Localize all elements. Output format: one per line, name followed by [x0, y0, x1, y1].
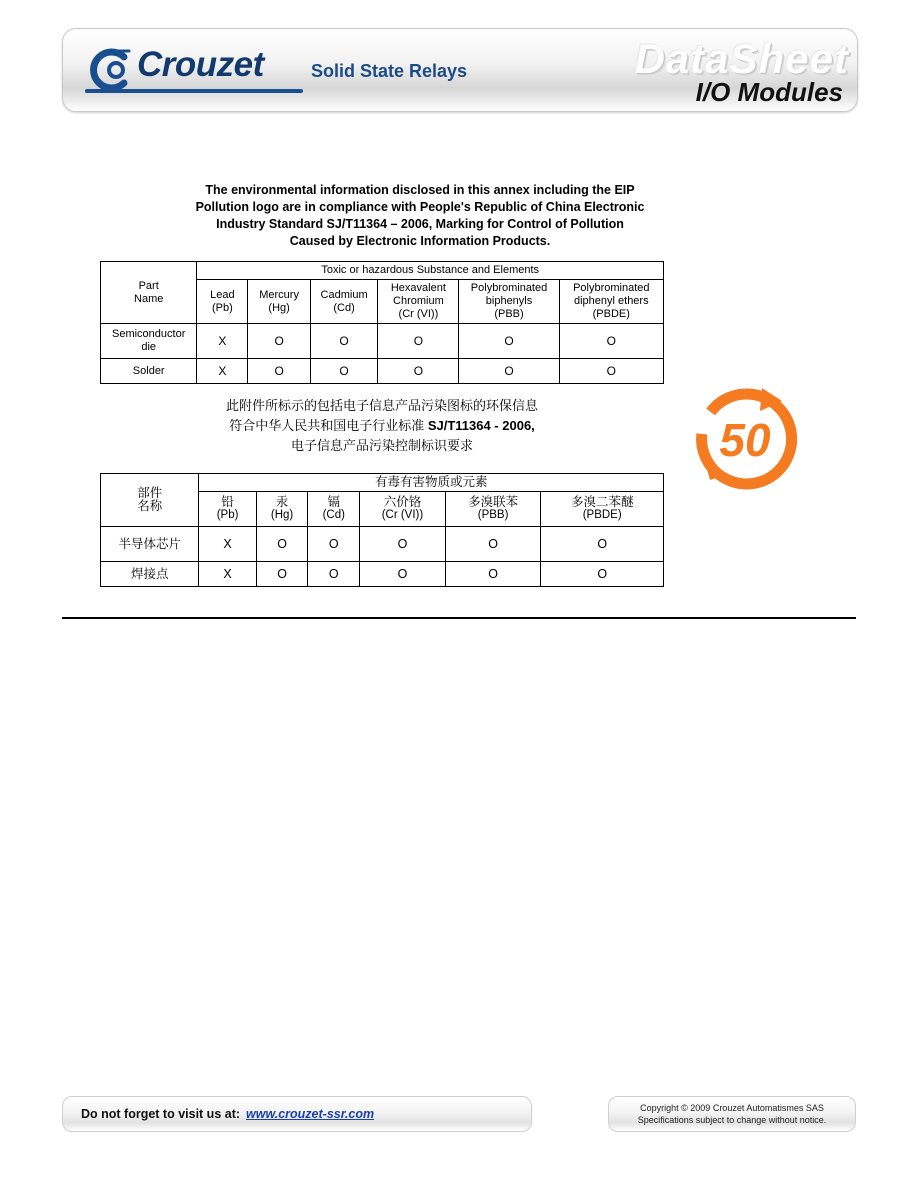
cell-value: O: [541, 527, 664, 562]
copyright-line-1: Copyright © 2009 Crouzet Automatismes SAS: [640, 1103, 824, 1113]
element-header-hexavalent-chromium: [360, 492, 446, 527]
svg-text:50: 50: [719, 414, 771, 466]
cell-value: O: [360, 527, 446, 562]
element-name: 多溴二苯醚: [570, 495, 634, 509]
substances-group-header: Toxic or hazardous Substance and Elements: [197, 262, 664, 280]
element-symbol: (Pb): [216, 509, 239, 521]
element-symbol: (PBB): [477, 509, 509, 521]
page-header: [62, 28, 858, 112]
row-part-name: 焊接点: [101, 562, 199, 587]
element-name: Lead: [210, 288, 235, 301]
element-header-cadmium: [308, 492, 360, 527]
chinese-line-1: 此附件所标示的包括电子信息产品污染图标的环保信息: [225, 398, 538, 413]
brand-wordmark: Crouzet: [137, 45, 264, 84]
row-part-name: Semiconductor die: [101, 324, 197, 359]
cell-value: O: [459, 359, 559, 384]
cell-value: O: [308, 562, 360, 587]
table-row: [101, 562, 664, 587]
part-name-header-cell: [101, 474, 199, 527]
chinese-line-3: 电子信息产品污染控制标识要求: [290, 438, 473, 453]
part-name-header-line-2: 名称: [137, 499, 163, 513]
part-name-header-line-1: Part: [138, 279, 159, 292]
intro-line-1: The environmental information disclosed in this annex including the EIP: [205, 183, 635, 197]
intro-line-2: Pollution logo are in compliance with People's Republic of China Electronic: [195, 200, 645, 214]
cell-value: O: [378, 359, 459, 384]
footer-visit-text: Do not forget to visit us at:: [81, 1107, 241, 1121]
table-row: [101, 474, 664, 492]
element-name: Polybrominated diphenyl ethers: [573, 282, 650, 307]
part-name-header-line-1: 部件: [137, 486, 163, 500]
table-row: [101, 324, 664, 359]
element-header-lead: [199, 492, 256, 527]
cell-value: O: [459, 324, 559, 359]
chinese-line-2: [100, 416, 664, 436]
intro-line-4: Caused by Electronic Information Products.: [289, 234, 551, 248]
product-family-label: Solid State Relays: [311, 61, 468, 81]
element-name: Polybrominated biphenyls: [470, 282, 548, 307]
footer-copyright-banner: [608, 1096, 856, 1132]
cell-value: O: [256, 562, 308, 587]
element-name: 汞: [275, 495, 289, 509]
datasheet-watermark: DataSheet: [634, 35, 849, 82]
element-symbol: (Cr (VI)): [398, 308, 439, 320]
element-symbol: (Hg): [268, 301, 290, 314]
intro-paragraph: [100, 182, 740, 250]
cell-value: O: [248, 359, 311, 384]
element-name: 六价铬: [383, 495, 422, 509]
element-name: 多溴联苯: [468, 495, 519, 509]
cell-value: O: [445, 527, 541, 562]
cell-value: X: [197, 324, 248, 359]
element-header-mercury: [256, 492, 308, 527]
cell-value: O: [310, 359, 377, 384]
cell-value: O: [248, 324, 311, 359]
element-header-mercury: [248, 280, 311, 324]
element-header-lead: [197, 280, 248, 324]
element-header-pbde: [559, 280, 663, 324]
rohs-table-english: [100, 261, 664, 384]
cell-value: X: [199, 527, 256, 562]
cell-value: O: [541, 562, 664, 587]
substances-group-header: 有毒有害物质或元素: [199, 474, 664, 492]
cell-value: O: [378, 324, 459, 359]
chinese-line-2-prefix: 符合中华人民共和国电子行业标准: [229, 418, 428, 433]
table-row: [101, 527, 664, 562]
cell-value: O: [559, 359, 663, 384]
cell-value: X: [199, 562, 256, 587]
element-name: Hexavalent Chromium: [390, 282, 446, 307]
element-symbol: (Pb): [211, 301, 233, 314]
element-header-pbb: [445, 492, 541, 527]
cell-value: O: [308, 527, 360, 562]
cell-value: O: [445, 562, 541, 587]
part-name-header-cell: [101, 262, 197, 324]
standard-reference: SJ/T11364 - 2006,: [427, 418, 535, 433]
element-header-pbde: [541, 492, 664, 527]
element-symbol: (PBDE): [592, 308, 630, 320]
element-header-cadmium: [310, 280, 377, 324]
rohs-table-chinese: [100, 473, 664, 587]
element-name: 铅: [221, 495, 234, 509]
element-symbol: (Cd): [333, 301, 355, 314]
cell-value: O: [360, 562, 446, 587]
table-row: [101, 359, 664, 384]
cell-value: O: [256, 527, 308, 562]
chinese-paragraph: [100, 396, 664, 456]
element-header-hexavalent-chromium: [378, 280, 459, 324]
cell-value: X: [197, 359, 248, 384]
element-name: 镉: [327, 495, 340, 509]
footer-visit-banner: [62, 1096, 532, 1132]
brand-underline: [85, 89, 303, 93]
element-symbol: (PBDE): [582, 509, 622, 521]
part-name-header-line-2: Name: [134, 292, 164, 305]
cell-value: O: [310, 324, 377, 359]
intro-line-3: Industry Standard SJ/T11364 – 2006, Marking for Control of Pollution: [216, 217, 624, 231]
crouzet-swirl-logo-icon: [83, 47, 133, 93]
element-symbol: (Cr (VI)): [381, 509, 424, 521]
table-row: [101, 262, 664, 280]
module-title: I/O Modules: [695, 77, 843, 107]
row-part-name: 半导体芯片: [101, 527, 199, 562]
element-name: Mercury: [259, 288, 299, 301]
element-symbol: (Hg): [270, 509, 294, 521]
element-symbol: (Cd): [322, 509, 345, 521]
element-symbol: (PBB): [494, 308, 524, 320]
footer-website-link[interactable]: www.crouzet-ssr.com: [246, 1107, 375, 1121]
element-header-pbb: [459, 280, 559, 324]
element-name: Cadmium: [320, 288, 368, 301]
row-part-name: Solder: [101, 359, 197, 384]
eip-50-pollution-logo-icon: [690, 384, 800, 494]
copyright-line-2: Specifications subject to change without notice.: [637, 1115, 827, 1125]
cell-value: O: [559, 324, 663, 359]
section-divider: [62, 617, 856, 619]
